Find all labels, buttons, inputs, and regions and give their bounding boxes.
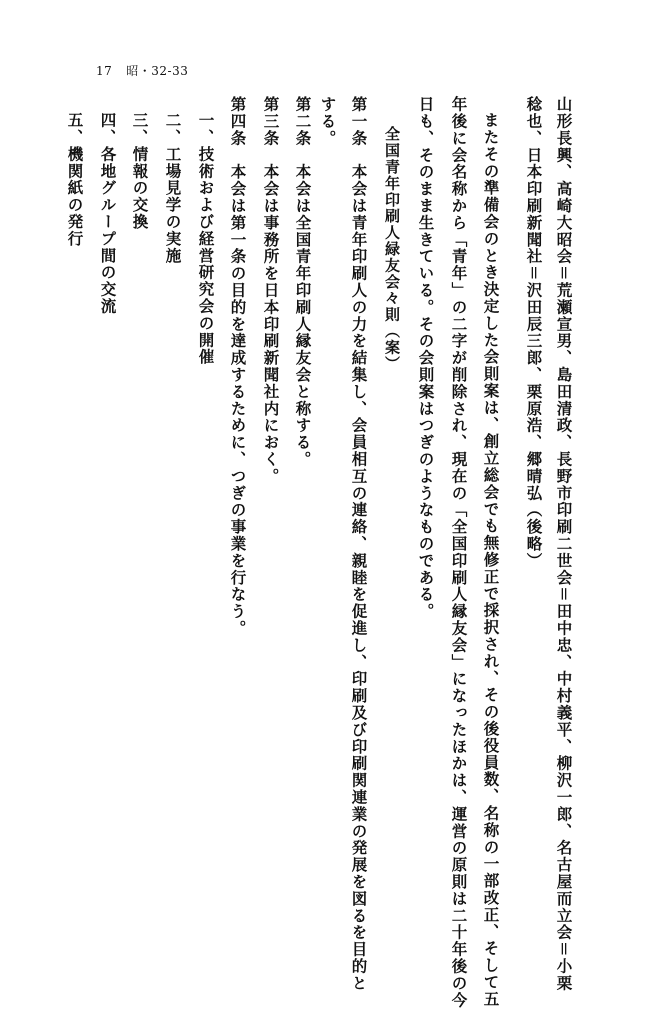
text-line-2: 稔也、日本印刷新聞社＝沢田辰三郎、栗原浩、郷晴弘（後略）: [524, 96, 544, 570]
list-item-4: 四、各地グループ間の交流: [98, 112, 118, 315]
section-heading: 全国青年印刷人緑友会々則（案）: [383, 126, 401, 372]
list-item-3: 三、情報の交換: [130, 112, 150, 231]
text-line-article-1: 第一条 本会は青年印刷人の力を結集し、会員相互の連絡、親睦を促進し、印刷及び印刷関連業の発展を図るを目的と: [349, 96, 369, 992]
page-number: 17: [96, 64, 113, 78]
text-line-article-4: 第四条 本会は第一条の目的を達成するために、つぎの事業を行なう。: [228, 96, 248, 637]
page-header: [96, 62, 188, 79]
text-line-article-1-cont: する。: [318, 96, 338, 147]
text-line-article-2: 第二条 本会は全国青年印刷人縁友会と称する。: [293, 96, 313, 468]
list-item-5: 五、機関紙の発行: [65, 112, 85, 248]
list-item-2: 二、工場見学の実施: [163, 112, 183, 265]
section-label: 昭・32-33: [126, 64, 189, 78]
text-line-3: またその準備会のとき決定した会則案は、創立総会でも無修正で採択され、その後役員数、名称の一部改正、そして五: [481, 112, 501, 1008]
text-line-article-3: 第三条 本会は事務所を日本印刷新聞社内におく。: [261, 96, 281, 485]
text-line-5: 日も、そのまま生きている。その会則案はつぎのようなものである。: [416, 96, 436, 620]
text-line-4: 年後に会名称から「青年」の二字が削除され、現在の「全国印刷人縁友会」になったほかは、運営の原則は二十年後の今: [449, 96, 469, 1009]
list-item-1: 一、技術および経営研究会の開催: [196, 112, 216, 366]
text-line-1: 山形長興、高崎大昭会＝荒瀬宣男、島田清政、長野市印刷二世会＝田中忠、中村義平、柳沢一郎、名古屋而立会＝小栗: [554, 96, 574, 992]
